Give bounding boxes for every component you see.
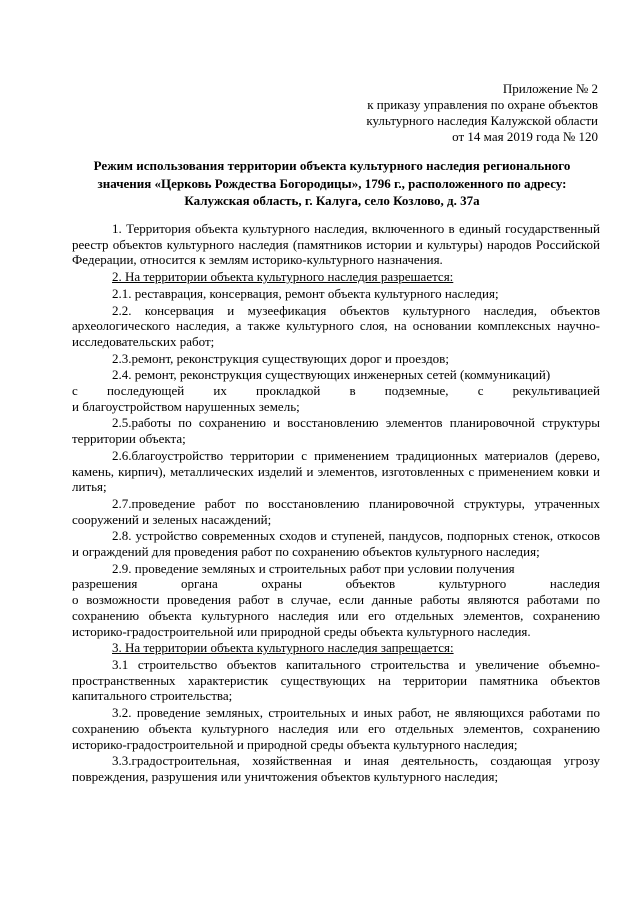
word: прокладкой (256, 383, 321, 399)
title-line-2: значения «Церковь Рождества Богородицы», 1796 г., расположенного по адресу: (97, 175, 567, 191)
item-2-2: 2.2. консервация и музеефикация объектов культурного наследия, объектов археологического наследия, а также культурного слоя, на основании комплексных научно-исследовательских работ; (72, 302, 600, 349)
item-2-6: 2.6.благоустройство территории с применением традиционных материалов (дерево, камень, кирпич), металлических изделий и элементов, изготовленных с применением ковки и литья; (72, 447, 600, 495)
paragraph-1: 1. Территория объекта культурного наследия, включенного в единый государственный реестр объектов культурного наследия (памятников истории и культуры) народов Российской Федерации, относится к землям историко-культурного назначения. (72, 221, 600, 268)
word: с (72, 383, 78, 399)
word: рекультивацией (512, 383, 600, 399)
word: охраны (261, 576, 303, 592)
item-2-9-line-2 (72, 576, 600, 592)
order-date: от 14 мая 2019 года № 120 (452, 129, 598, 144)
order-reference: к приказу управления по охране объектов (367, 97, 598, 112)
authority-name: культурного наследия Калужской области (366, 113, 598, 128)
item-2-4-line-2 (72, 383, 600, 399)
item-2-1: 2.1. реставрация, консервация, ремонт объекта культурного наследия; (112, 285, 499, 301)
word: наследия (549, 576, 600, 592)
item-2-8: 2.8. устройство современных сходов и ступеней, пандусов, подпорных стенок, откосов и ограждений для проведения работ по сохранению объектов культурного наследия; (72, 528, 600, 560)
item-2-9-rest: о возможности проведения работ в случае, если данные работы являются работами по сохранению объекта культурного наследия или его отдельных элементов, сохранению историко-градостроительной или природной среды объекта культурного наследия. (72, 592, 600, 639)
word: культурного (438, 576, 507, 592)
word: разрешения (72, 576, 138, 592)
item-3-3: 3.3.градостроительная, хозяйственная и иная деятельность, создающая угрозу повреждения, разрушения или уничтожения объектов культурного наследия; (72, 753, 600, 784)
title-line-1: Режим использования территории объекта культурного наследия регионального (93, 158, 571, 173)
section-2-heading-text: 2. На территории объекта культурного наследия разрешается: (112, 269, 454, 285)
appendix-number: Приложение № 2 (502, 81, 598, 96)
word: органа (180, 576, 218, 592)
item-2-4 (72, 367, 600, 414)
item-2-9-line-1: 2.9. проведение земляных и строительных работ при условии получения (112, 560, 515, 576)
word: с (477, 383, 484, 399)
section-3-heading-text: 3. На территории объекта культурного наследия запрещается: (112, 640, 454, 656)
title-line-3: Калужская область, г. Калуга, село Козлово, д. 37а (184, 193, 480, 208)
item-2-7: 2.7.проведение работ по восстановлению планировочной структуры, утраченных сооружений и зеленых насаждений; (72, 495, 600, 527)
document-body (72, 221, 600, 786)
item-2-3: 2.3.ремонт, реконструкция существующих дорог и проездов; (112, 350, 449, 366)
word: подземные, (384, 383, 449, 399)
item-2-5: 2.5.работы по сохранению и восстановлению элементов планировочной структуры территории объекта; (72, 415, 600, 447)
section-2-heading (72, 269, 600, 285)
item-3-2: 3.2. проведение земляных, строительных и иных работ, не являющихся работами по сохранению объекта культурного наследия или его отдельных элементов, сохранению историко-градостроительной и природной среды объекта культурного наследия; (72, 705, 600, 752)
word: последующей (106, 383, 185, 399)
item-2-9 (72, 561, 600, 640)
appendix-header (366, 81, 598, 145)
item-2-4-line-1: 2.4. ремонт, реконструкция существующих инженерных сетей (коммуникаций) (112, 367, 551, 383)
document-title (72, 157, 592, 210)
item-3-1: 3.1 строительство объектов капитального строительства и увеличение объемно-пространственных характеристик существующих на территории памятника объектов капитального строительства; (72, 656, 600, 704)
word: в (349, 383, 356, 399)
word: объектов (345, 576, 396, 592)
section-3-heading (72, 640, 600, 656)
word: их (213, 383, 227, 399)
item-2-4-line-3: и благоустройством нарушенных земель; (72, 398, 300, 414)
